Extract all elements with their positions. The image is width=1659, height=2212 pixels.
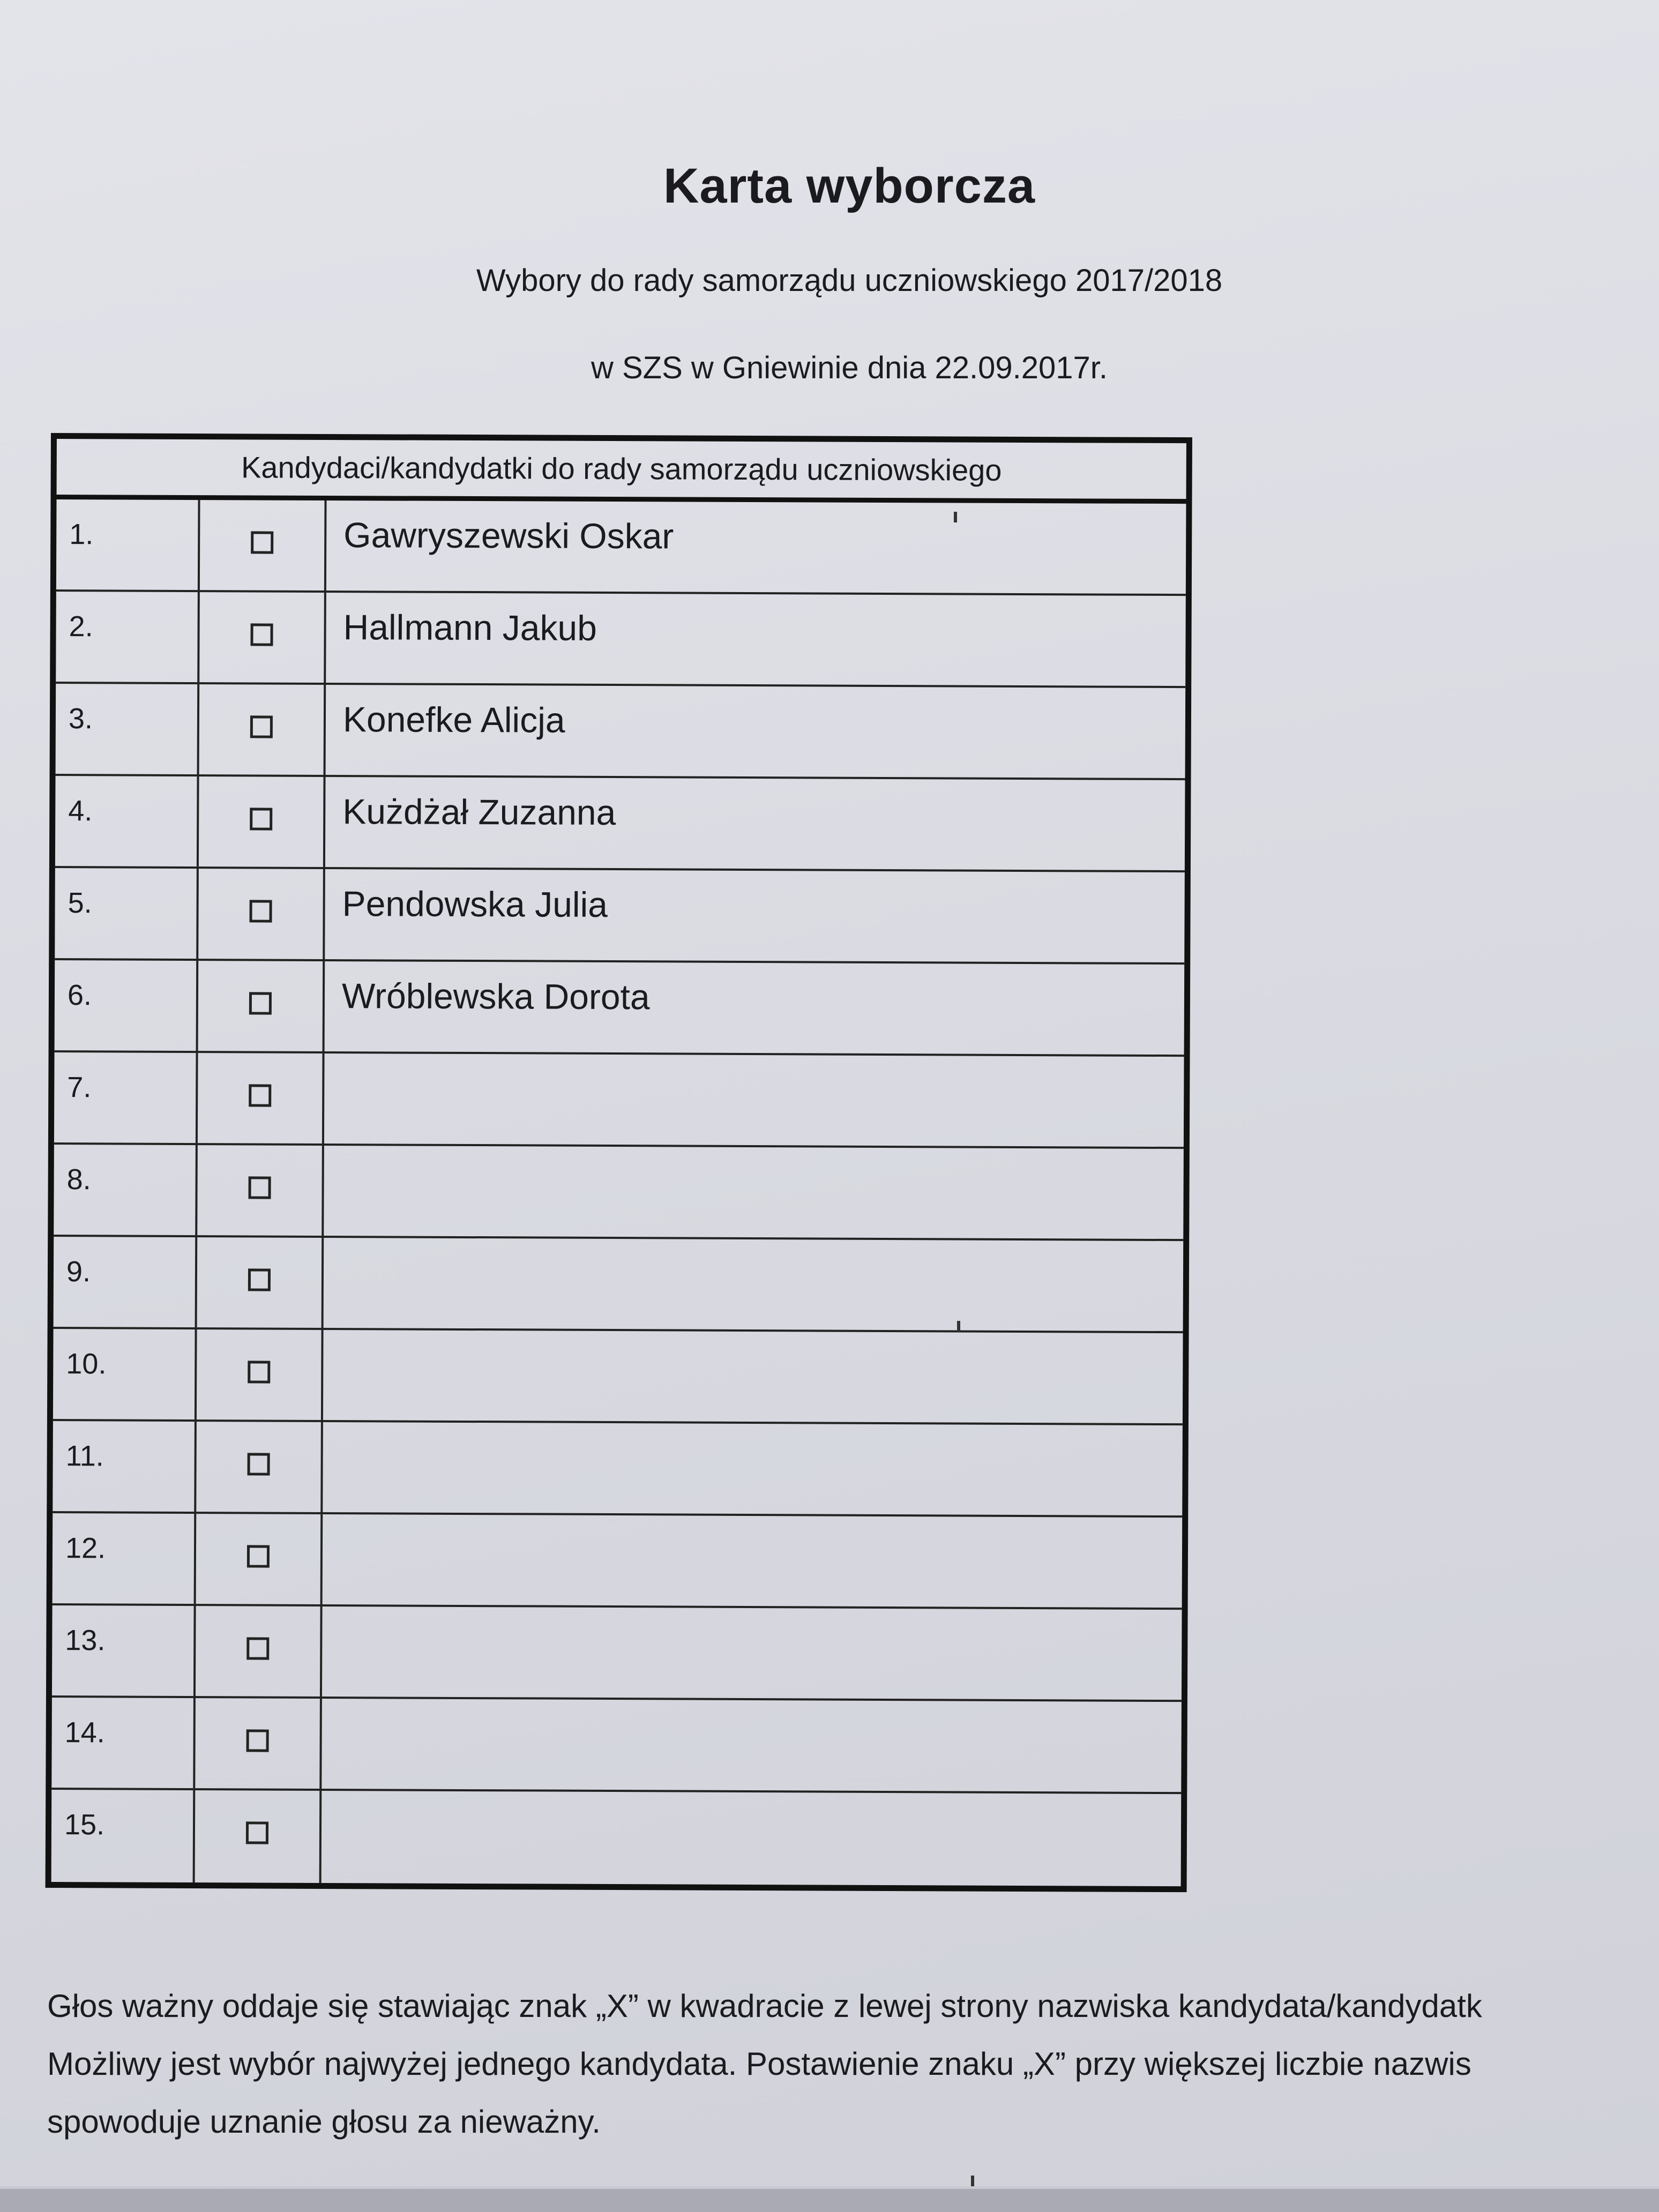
table-row: [51, 1790, 1182, 1886]
table-row: [51, 1698, 1182, 1794]
vote-checkbox[interactable]: [248, 1453, 270, 1475]
candidate-name: [322, 1606, 1182, 1700]
candidate-name: [324, 1146, 1184, 1239]
candidate-name: [322, 1791, 1182, 1886]
checkbox-cell: [196, 1606, 323, 1697]
checkbox-cell: [197, 1329, 324, 1420]
candidate-number: 12.: [53, 1513, 197, 1604]
vote-checkbox[interactable]: [249, 900, 272, 922]
table-row: [54, 1052, 1184, 1149]
vote-checkbox[interactable]: [250, 808, 272, 830]
table-row: [54, 1237, 1184, 1333]
table-row: [54, 1145, 1184, 1241]
voting-instructions: [47, 1977, 1659, 2151]
candidate-number: 9.: [54, 1237, 198, 1327]
table-row: [53, 1421, 1183, 1518]
table-header: Kandydaci/kandydatki do rady samorządu uczniowskiego: [57, 439, 1186, 504]
candidate-number: 8.: [54, 1145, 198, 1235]
candidate-table: [46, 433, 1192, 1892]
table-row: [53, 1513, 1183, 1610]
page-title: Karta wyborcza: [663, 159, 1036, 213]
candidate-number: 4.: [55, 776, 199, 866]
checkbox-cell: [198, 869, 325, 959]
checkbox-cell: [197, 1237, 324, 1328]
candidate-name: [323, 1330, 1183, 1423]
ink-mark: [954, 512, 957, 522]
election-date-line: w SZS w Gniewinie dnia 22.09.2017r.: [591, 350, 1108, 385]
checkbox-cell: [196, 1422, 323, 1512]
candidate-name: [323, 1514, 1183, 1608]
candidate-name: Konefke Alicja: [342, 699, 565, 740]
instructions-line-2: Możliwy jest wybór najwyżej jednego kandydata. Postawienie znaku „X” przy większej liczbie nazwis: [47, 2046, 1471, 2082]
vote-checkbox[interactable]: [249, 992, 272, 1014]
vote-checkbox[interactable]: [250, 715, 273, 738]
candidate-number: 3.: [56, 684, 200, 774]
vote-checkbox[interactable]: [251, 531, 273, 554]
checkbox-cell: [199, 592, 326, 683]
ink-mark: [971, 2176, 974, 2186]
vote-checkbox[interactable]: [246, 1821, 268, 1844]
vote-checkbox[interactable]: [249, 1084, 271, 1107]
checkbox-cell: [196, 1514, 323, 1604]
candidate-number: 14.: [51, 1698, 196, 1788]
vote-checkbox[interactable]: [248, 1361, 270, 1383]
instructions-line-3: spowoduje uznanie głosu za nieważny.: [47, 2104, 601, 2140]
checkbox-cell: [197, 1145, 324, 1236]
table-row: [52, 1605, 1182, 1702]
candidate-rows: [51, 499, 1186, 1886]
candidate-number: 15.: [51, 1790, 196, 1882]
candidate-name: [322, 1699, 1182, 1792]
checkbox-cell: [195, 1698, 322, 1789]
vote-checkbox[interactable]: [249, 1176, 271, 1199]
checkbox-cell: [195, 1790, 322, 1883]
candidate-number: 11.: [53, 1421, 197, 1512]
checkbox-cell: [200, 500, 327, 591]
instructions-line-1: Głos ważny oddaje się stawiając znak „X” w kwadracie z lewej strony nazwiska kandydata/kandydatk: [47, 1988, 1482, 2024]
candidate-name: [324, 1053, 1184, 1147]
ink-mark: [957, 1321, 960, 1332]
vote-checkbox[interactable]: [247, 1545, 270, 1567]
candidate-number: 1.: [56, 499, 200, 590]
table-row: [55, 776, 1185, 872]
vote-checkbox[interactable]: [246, 1729, 269, 1752]
candidate-name: Hallmann Jakub: [343, 607, 597, 648]
table-row: [56, 684, 1186, 780]
table-row: [56, 592, 1186, 688]
candidate-number: 13.: [52, 1605, 196, 1696]
vote-checkbox[interactable]: [248, 1268, 271, 1291]
candidate-name: [323, 1422, 1183, 1515]
candidate-name: Gawryszewski Oskar: [343, 515, 674, 556]
checkbox-cell: [198, 1053, 325, 1144]
table-row: [56, 499, 1186, 596]
candidate-number: 7.: [54, 1052, 198, 1143]
vote-checkbox[interactable]: [246, 1637, 269, 1660]
candidate-name: [324, 1238, 1184, 1331]
vote-checkbox[interactable]: [250, 623, 273, 646]
candidate-number: 2.: [56, 592, 200, 682]
candidate-number: 10.: [53, 1329, 197, 1419]
candidate-name: Pendowska Julia: [342, 884, 608, 924]
candidate-name: Wróblewska Dorota: [341, 976, 650, 1017]
checkbox-cell: [199, 684, 326, 775]
background-surface: [0, 2189, 1659, 2212]
candidate-number: 5.: [55, 868, 199, 959]
checkbox-cell: [198, 961, 325, 1051]
candidate-number: 6.: [55, 960, 199, 1051]
table-row: [55, 960, 1185, 1057]
table-row: [53, 1329, 1183, 1425]
table-row: [55, 868, 1185, 965]
checkbox-cell: [199, 776, 326, 867]
election-subtitle: Wybory do rady samorządu uczniowskiego 2017/2018: [476, 263, 1223, 298]
candidate-name: Kużdżał Zuzanna: [342, 791, 616, 833]
